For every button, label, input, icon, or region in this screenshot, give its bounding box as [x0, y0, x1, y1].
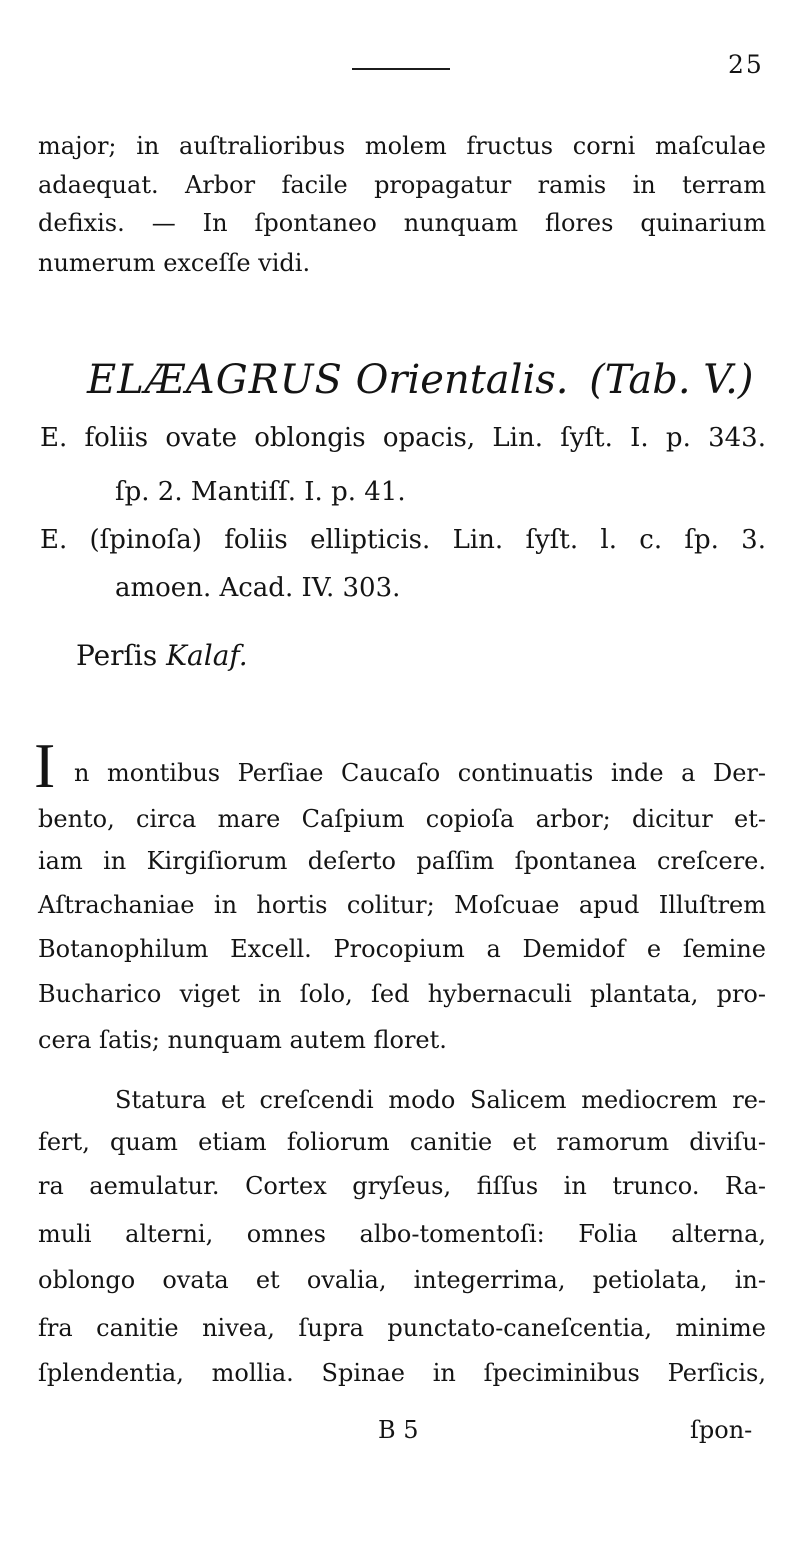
paragraph-line: fert, quam etiam foliorum canitie et ramorum diviſu- — [38, 1128, 766, 1156]
paragraph-line: cera ſatis; nunquam autem floret. — [38, 1026, 447, 1054]
paragraph-line: iam in Kirgiſiorum deſerto paſſim ſpontanea creſcere. — [38, 847, 766, 875]
paragraph-line: oblongo ovata et ovalia, integerrima, petiolata, in- — [38, 1266, 766, 1294]
synonym-line: E. foliis ovate oblongis opacis, Lin. ſyſt. I. p. 343. — [40, 423, 766, 453]
genus-name: ELÆAGRUS — [87, 357, 343, 403]
paragraph-line: muli alterni, omnes albo-tomentoſi: Folia alterna, — [38, 1220, 766, 1248]
paragraph-line: Aſtrachaniae in hortis colitur; Moſcuae apud Illuſtrem — [38, 891, 766, 919]
paragraph-line: Statura et creſcendi modo Salicem mediocrem re- — [115, 1086, 766, 1114]
persian-name — [76, 636, 248, 676]
plate-reference: (Tab. V.) — [589, 357, 754, 403]
signature-mark: B 5 — [378, 1416, 419, 1444]
paragraph-line: fra canitie nivea, ſupra punctato-caneſcentia, minime — [38, 1314, 766, 1342]
catchword: ſpon- — [690, 1416, 753, 1444]
page-number: 25 — [728, 50, 764, 79]
drop-capital: I — [34, 730, 56, 801]
species-name: Orientalis. — [355, 357, 569, 403]
synonym-line: E. (ſpinoſa) foliis ellipticis. Lin. ſyſt. l. c. ſp. 3. — [40, 525, 766, 555]
synonym-line: amoen. Acad. IV. 303. — [115, 573, 401, 603]
top-paragraph-line: defixis. — In ſpontaneo nunquam flores quinarium — [38, 209, 766, 237]
paragraph-line: ra aemulatur. Cortex gryſeus, fiſſus in trunco. Ra- — [38, 1172, 766, 1200]
paragraph-line: n montibus Perſiae Caucaſo continuatis inde a Der- — [74, 759, 766, 787]
vernacular-name: Kalaf. — [166, 639, 248, 672]
paragraph-line: Bucharico viget in ſolo, ſed hybernaculi plantata, pro- — [38, 980, 766, 1008]
persian-label: Perſis — [76, 639, 158, 672]
top-paragraph-line: adaequat. Arbor facile propagatur ramis in terram — [38, 171, 766, 199]
header-rule — [352, 68, 450, 70]
paragraph-line: ſplendentia, mollia. Spinae in ſpeciminibus Perſicis, — [38, 1359, 766, 1387]
paragraph-line: bento, circa mare Caſpium copioſa arbor; dicitur et- — [38, 805, 766, 833]
synonym-line: ſp. 2. Mantiſſ. I. p. 41. — [115, 477, 406, 507]
species-heading — [87, 356, 754, 404]
top-paragraph-line: numerum exceſſe vidi. — [38, 249, 311, 277]
paragraph-line: Botanophilum Excell. Procopium a Demidof e ſemine — [38, 935, 766, 963]
top-paragraph-line: major; in auſtralioribus molem fructus corni maſculae — [38, 132, 766, 160]
